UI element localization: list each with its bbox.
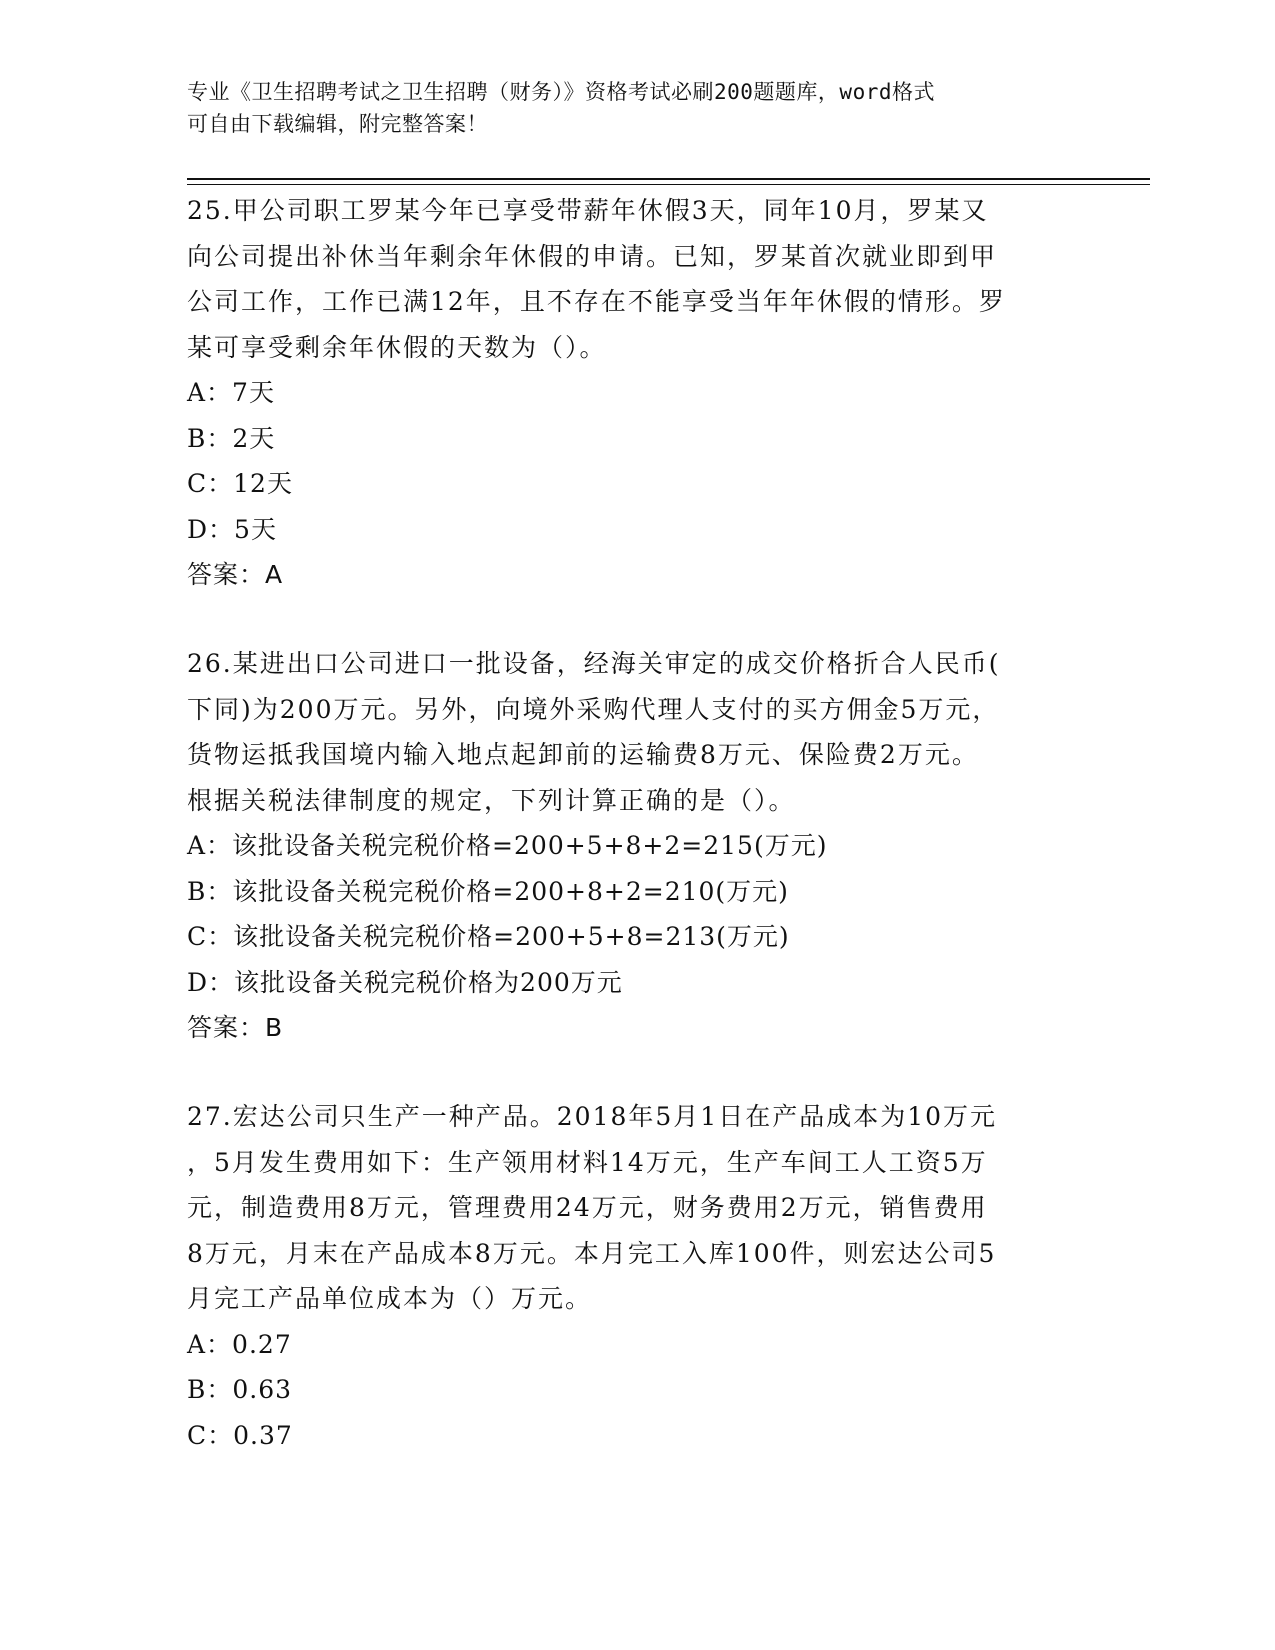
- option-a: A：该批设备关税完税价格=200+5+8+2=215(万元): [187, 831, 828, 860]
- header-divider: [187, 178, 1150, 180]
- question-line: 下同)为200万元。另外，向境外采购代理人支付的买方佣金5万元，: [187, 694, 1000, 724]
- header-line: 专业《卫生招聘考试之卫生招聘（财务）》资格考试必刷200题题库，word格式: [187, 80, 935, 104]
- question-25: [187, 188, 1067, 598]
- option-a: A：7天: [187, 378, 275, 407]
- question-line: 月完工产品单位成本为（）万元。: [187, 1284, 593, 1313]
- document-header: [187, 76, 1087, 140]
- option-c: C：12天: [187, 469, 293, 498]
- option-b: B：0.63: [187, 1375, 293, 1404]
- question-line: 26.某进出口公司进口一批设备，经海关审定的成交价格折合人民币(: [187, 649, 1001, 678]
- option-c: C：0.37: [187, 1420, 293, 1450]
- answer-label: 答案：A: [187, 560, 284, 589]
- option-c: C：该批设备关税完税价格=200+5+8=213(万元): [187, 922, 790, 951]
- option-d: D：该批设备关税完税价格为200万元: [187, 967, 623, 997]
- question-line: 27.宏达公司只生产一种产品。2018年5月1日在产品成本为10万元: [187, 1102, 998, 1131]
- question-line: 元，制造费用8万元，管理费用24万元，财务费用2万元，销售费用: [187, 1193, 988, 1222]
- question-line: 根据关税法律制度的规定，下列计算正确的是（）。: [187, 785, 796, 815]
- question-26: [187, 641, 1067, 1051]
- question-line: 某可享受剩余年休假的天数为（）。: [187, 332, 607, 362]
- question-line: ，5月发生费用如下：生产领用材料14万元，生产车间工人工资5万: [187, 1147, 988, 1177]
- question-line: 25.甲公司职工罗某今年已享受带薪年休假3天，同年10月，罗某又: [187, 196, 989, 225]
- question-line: 8万元，月末在产品成本8万元。本月完工入库100件，则宏达公司5: [187, 1238, 997, 1268]
- question-line: 货物运抵我国境内输入地点起卸前的运输费8万元、保险费2万元。: [187, 740, 979, 769]
- question-line: 公司工作，工作已满12年，且不存在不能享受当年年休假的情形。罗: [187, 287, 1006, 316]
- option-d: D：5天: [187, 514, 277, 544]
- option-b: B：2天: [187, 423, 276, 453]
- question-line: 向公司提出补休当年剩余年休假的申请。已知，罗某首次就业即到甲: [187, 241, 998, 271]
- option-a: A：0.27: [187, 1329, 292, 1359]
- question-27: [187, 1094, 1067, 1458]
- answer-label: 答案：B: [187, 1013, 284, 1042]
- header-divider-thin: [187, 184, 1150, 185]
- header-line: 可自由下载编辑，附完整答案！: [187, 112, 488, 136]
- option-b: B：该批设备关税完税价格=200+8+2=210(万元): [187, 876, 789, 906]
